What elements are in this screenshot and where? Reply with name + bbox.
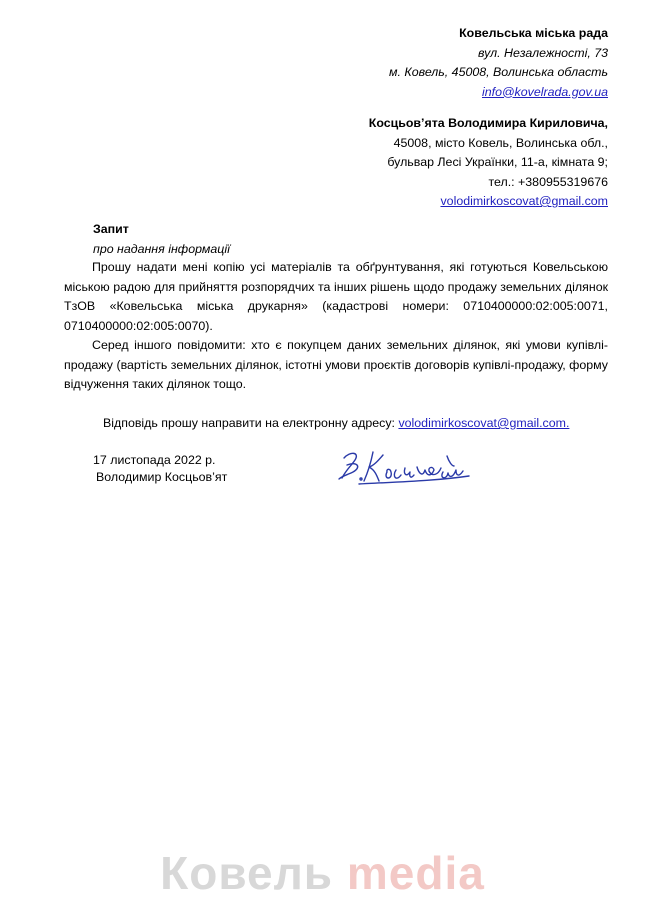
handwritten-signature: [335, 446, 475, 488]
letter-body: [64, 258, 608, 395]
watermark-part2: media: [346, 847, 485, 899]
subject-block: [93, 220, 230, 259]
sender-address-line1: 45008, місто Ковель, Волинська обл.,: [393, 135, 608, 150]
signer-name: Володимир Косцьов’ят: [96, 470, 228, 484]
body-paragraph-2: Серед іншого повідомити: хто є покупцем даних земельних ділянок, які умови купівлі-продажу (вартість земельних ділянок, істотні умови проєктів договорів купівлі-продажу, форму відчуження таких ділянок тощо.: [64, 338, 608, 391]
recipient-street: вул. Незалежності, 73: [478, 45, 608, 60]
watermark-part1: Ковель: [160, 847, 347, 899]
sender-block: [369, 114, 608, 212]
reply-text: Відповідь прошу направити на електронну адресу:: [103, 416, 399, 430]
sender-email-link[interactable]: volodimirkoscovat@gmail.com: [440, 194, 608, 208]
subject-title: Запит: [93, 222, 129, 236]
reply-line: [103, 414, 569, 434]
letter-date: 17 листопада 2022 р.: [93, 453, 216, 467]
subject-subtitle: про надання інформації: [93, 241, 230, 256]
reply-email-link[interactable]: volodimirkoscovat@gmail.com.: [398, 416, 570, 430]
recipient-email-link[interactable]: info@kovelrada.gov.ua: [481, 84, 608, 99]
sender-phone: тел.: +380955319676: [488, 174, 608, 189]
recipient-name: Ковельська міська рада: [459, 26, 608, 40]
recipient-block: [389, 24, 608, 102]
sender-address-line2: бульвар Лесі Українки, 11-а, кімната 9;: [387, 155, 608, 169]
watermark-logo: [0, 846, 645, 900]
body-paragraph-1: Прошу надати мені копію усі матеріалів та обґрунтування, які готуються Ковельською міською радою для прийняття розпорядчих та інших рішень щодо продажу земельних ділянок ТзОВ «Ковельська міська друкарня» (кадастрові номери: 0710400000:02:005:0071, 0710400000:02:005:0070).: [64, 260, 608, 333]
sender-name: Косцьов’ята Володимира Кириловича,: [368, 116, 608, 130]
recipient-city: м. Ковель, 45008, Волинська область: [389, 65, 608, 79]
